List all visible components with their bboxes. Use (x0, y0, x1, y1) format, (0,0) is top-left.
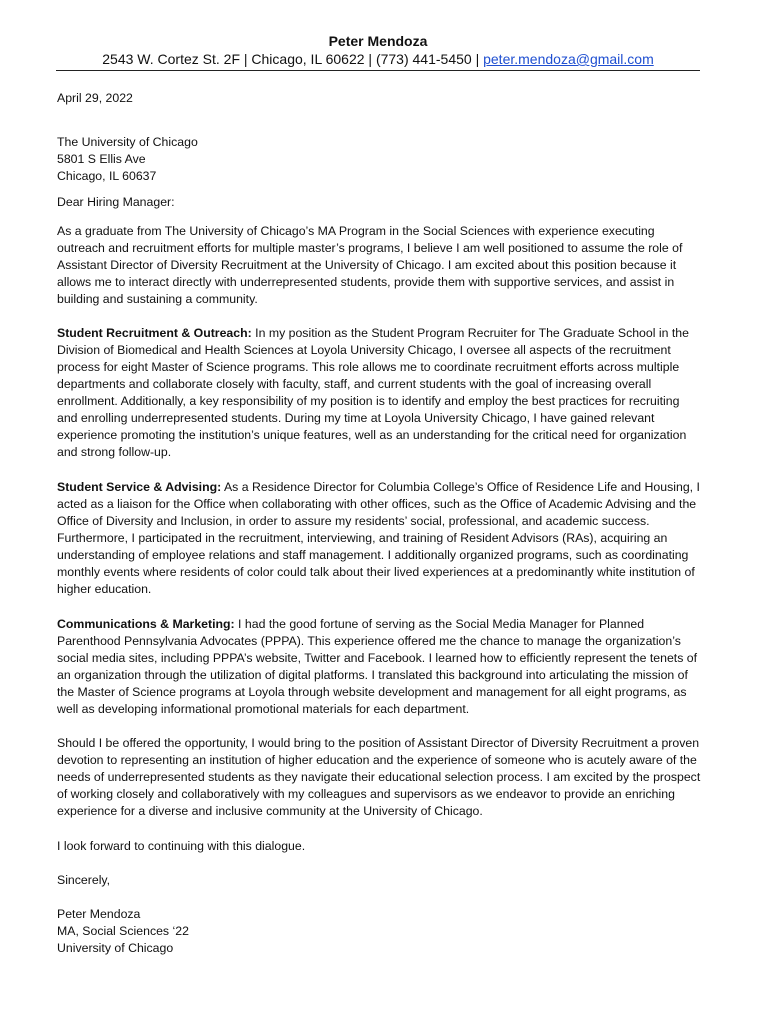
section-advising-text: As a Residence Director for Columbia College’s Office of Residence Life and Housing, I acted as a liaison for the Office when collaborating with other offices, such as the Office of Academic Advising and the Office of Diversity and Inclusion, in order to assure my residents’ social, professional, and academic success. Furthermore, I participated in the recruitment, interviewing, and training of Resident Advisors (RAs), acquiring an understanding of employee relations and staff management. I additionally organized programs, such as coordinating monthly events where residents of color could talk about their lived experiences at a predominantly white institution of higher education. (57, 480, 700, 596)
recipient-org: The University of Chicago (57, 135, 198, 149)
signature-degree: MA, Social Sciences ‘22 (57, 924, 189, 938)
forward-line: I look forward to continuing with this dialogue. (57, 839, 306, 853)
recipient-street: 5801 S Ellis Ave (57, 152, 146, 166)
sender-name: Peter Mendoza (328, 33, 428, 49)
section-marketing-paragraph (57, 616, 703, 718)
recipient-city: Chicago, IL 60637 (57, 169, 157, 183)
intro-paragraph: As a graduate from The University of Chicago’s MA Program in the Social Sciences with experience executing outreach and recruitment efforts for multiple master’s programs, I believe I am well positioned to assume the role of Assistant Director of Diversity Recruitment at the University of Chicago. I am excited about this position because it allows me to interact directly with underrepresented students, provide them with supportive services, and assist in building and sustaining a community. (57, 224, 683, 306)
closing-paragraph: Should I be offered the opportunity, I would bring to the position of Assistant Director of Diversity Recruitment a proven devotion to representing an institution of higher education and the experience of someone who is acutely aware of the needs of underrepresented students as they navigate their educational selection process. I am excited by the prospect of working closely and collaboratively with my colleagues and supervisors as we endeavor to provide an enriching experience for a diverse and inclusive community at the University of Chicago. (57, 736, 701, 818)
salutation: Dear Hiring Manager: (57, 195, 175, 209)
letterhead (56, 33, 700, 68)
signature-school: University of Chicago (57, 941, 174, 955)
header-divider (56, 70, 700, 71)
section-marketing-text: I had the good fortune of serving as the Social Media Manager for Planned Parenthood Pennsylvania Advocates (PPPA). This experience offered me the chance to manage the organization’s social media sites, including PPPA’s website, Twitter and Facebook. I learned how to efficiently represent the tenets of an organization through the utilization of digital platforms. I translated this background into articulating the mission of the Master of Science programs at Loyola through website development and management for all eight programs, as well as developing informational promotional materials for each department. (57, 617, 698, 716)
signoff: Sincerely, (57, 873, 111, 887)
section-advising-heading: Student Service & Advising: (57, 480, 222, 494)
sender-address-phone: 2543 W. Cortez St. 2F | Chicago, IL 60622 | (773) 441-5450 | (102, 51, 484, 67)
section-advising-paragraph (57, 479, 703, 598)
sender-contact-line (56, 50, 700, 68)
signature-block (57, 906, 703, 957)
section-recruitment-text: In my position as the Student Program Recruiter for The Graduate School in the Division of Biomedical and Health Sciences at Loyola University Chicago, I oversee all aspects of the recruitment process for eight Master of Science programs. This role allows me to coordinate recruitment efforts across multiple departments and collaborate closely with faculty, staff, and current students with the goal of increasing overall enrollment. Additionally, a key responsibility of my position is to identify and employ the best practices for recruiting and enrolling underrepresented students. During my time at Loyola University Chicago, I have gained relevant experience promoting the institution’s unique features, well as an understanding for the critical need for organization and strong follow-up. (57, 326, 689, 459)
recipient-address (57, 134, 703, 185)
section-recruitment-paragraph (57, 325, 703, 461)
letter-date: April 29, 2022 (57, 91, 133, 105)
section-marketing-heading: Communications & Marketing: (57, 617, 235, 631)
signature-name: Peter Mendoza (57, 907, 141, 921)
sender-email-link[interactable]: peter.mendoza@gmail.com (483, 51, 654, 67)
section-recruitment-heading: Student Recruitment & Outreach: (57, 326, 252, 340)
